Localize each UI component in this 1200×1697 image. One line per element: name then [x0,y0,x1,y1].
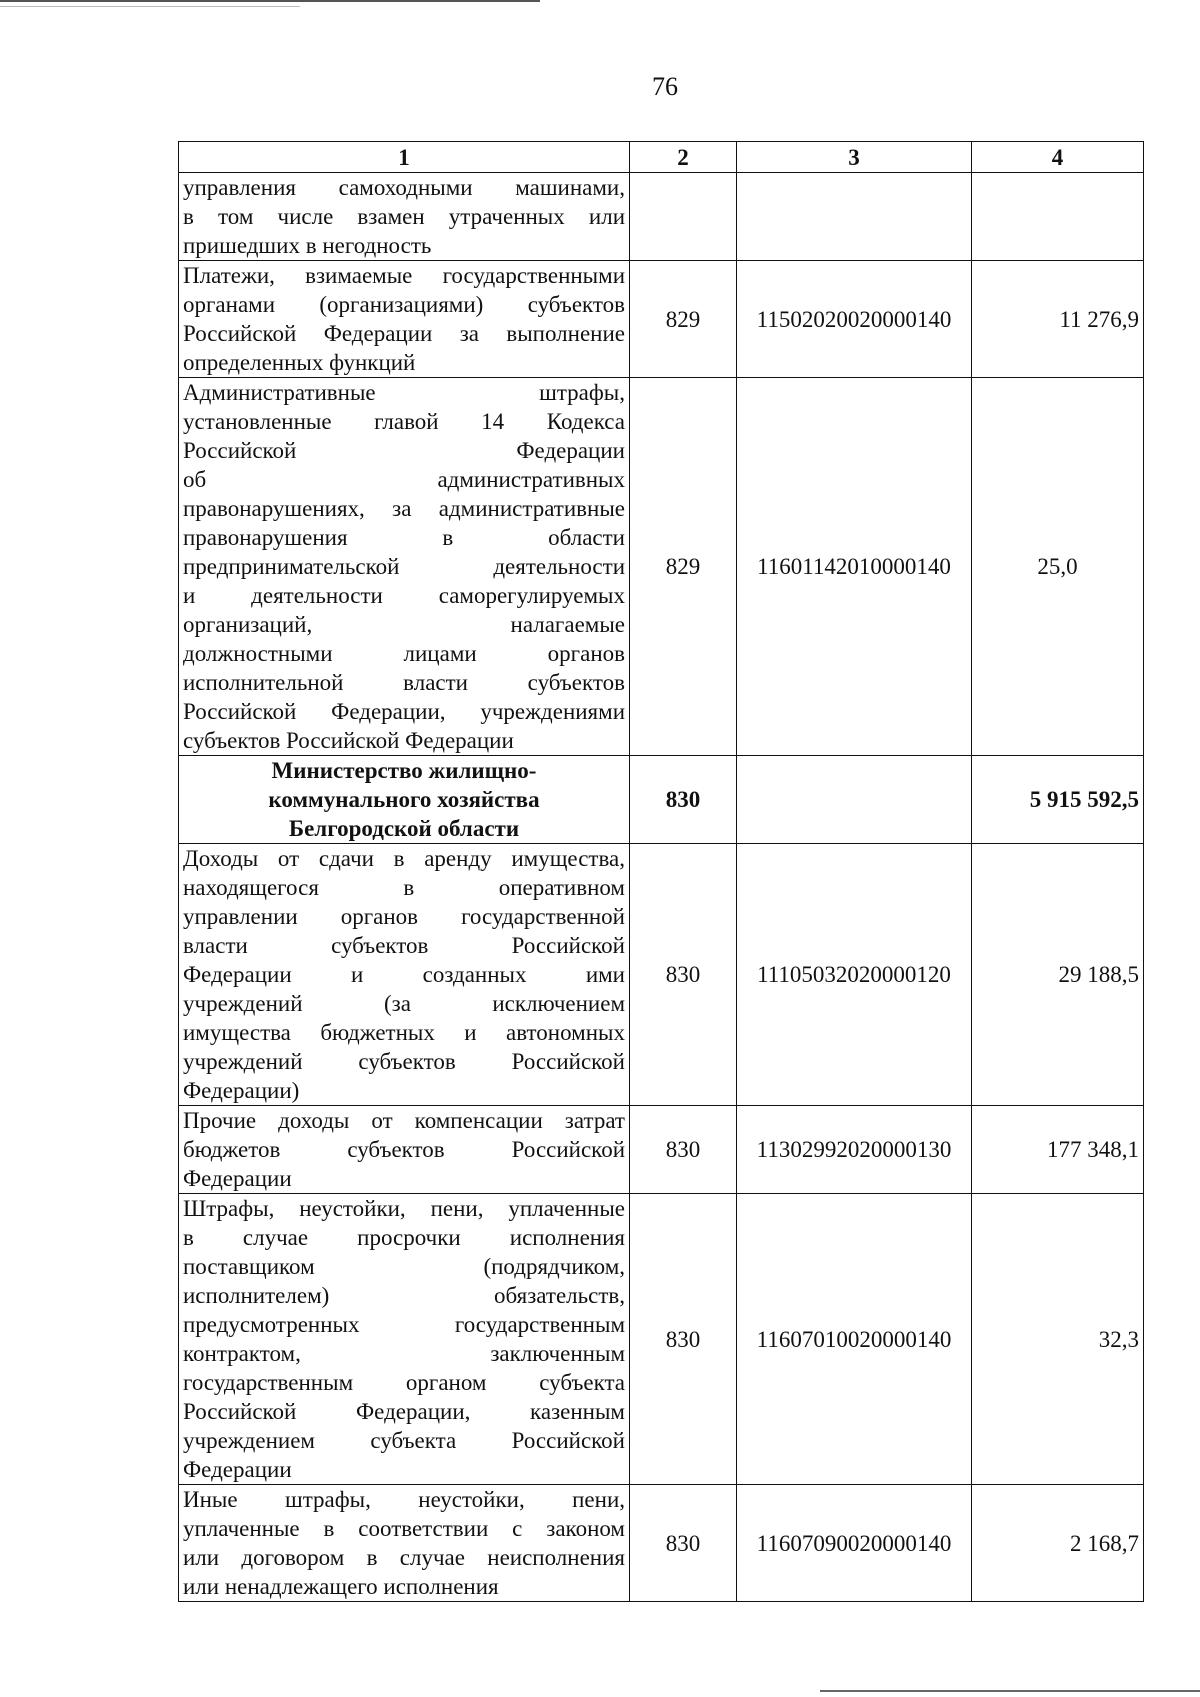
budget-code-cell: 11607010020000140 [737,1194,972,1485]
amount-cell: 29 188,5 [972,844,1144,1106]
description-line: в случае просрочки исполнения [183,1225,625,1250]
column-header: 4 [972,142,1144,173]
admin-code-cell: 830 [630,1106,737,1194]
description-line: бюджетов субъектов Российской [183,1137,625,1162]
description-line: власти субъектов Российской [183,933,625,958]
page-number: 76 [652,72,678,101]
description-line: Российской Федерации за выполнение [183,321,625,346]
column-header: 2 [630,142,737,173]
description-line: должностными лицами органов [183,641,625,666]
budget-code-cell: 11302992020000130 [737,1106,972,1194]
description-line: контрактом, заключенным [183,1341,625,1366]
budget-code-cell [737,173,972,261]
description-line: об административных [183,467,625,492]
description-line: Иные штрафы, неустойки, пени, [183,1487,625,1512]
amount-cell: 32,3 [972,1194,1144,1485]
revenue-table [178,141,1144,1602]
table-row [179,261,1144,378]
description-line: Федерации [183,1457,292,1482]
description-line: и деятельности саморегулируемых [183,583,625,608]
description-line: Федерации) [183,1078,300,1103]
admin-code-cell: 830 [630,1194,737,1485]
admin-code-cell: 830 [630,756,737,844]
description-line: имущества бюджетных и автономных [183,1020,625,1045]
description-line: предпринимательской деятельности [183,554,625,579]
budget-code-cell: 11105032020000120 [737,844,972,1106]
description-line: исполнителем) обязательств, [183,1283,625,1308]
description-line: учреждений (за исключением [183,991,625,1016]
budget-code-cell: 11502020020000140 [737,261,972,378]
description-line: находящегося в оперативном [183,875,625,900]
budget-code-cell: 11601142010000140 [737,378,972,756]
description-line: исполнительной власти субъектов [183,670,625,695]
description-cell [179,756,630,844]
admin-code-cell: 830 [630,844,737,1106]
description-line: коммунального хозяйства [268,787,540,812]
description-line: Российской Федерации, казенным [183,1399,625,1424]
description-line: Российской Федерации [183,438,625,463]
table-row [179,1485,1144,1602]
description-line: Прочие доходы от компенсации затрат [183,1108,625,1133]
description-line: Доходы от сдачи в аренду имущества, [183,846,625,871]
table-header-row [179,142,1144,173]
admin-code-cell: 829 [630,261,737,378]
budget-code-cell [737,756,972,844]
description-cell [179,378,630,756]
description-line: Федерации [183,1166,292,1191]
column-header: 3 [737,142,972,173]
table-row [179,1194,1144,1485]
scan-edge-line [820,1690,1200,1692]
table-row [179,1106,1144,1194]
description-cell [179,1194,630,1485]
admin-code-cell: 830 [630,1485,737,1602]
amount-cell: 25,0 [972,378,1144,756]
description-line: уплаченные в соответствии с законом [183,1516,625,1541]
description-line: предусмотренных государственным [183,1312,625,1337]
description-line: или договором в случае неисполнения [183,1545,625,1570]
description-line: государственным органом субъекта [183,1370,625,1395]
description-line: органами (организациями) субъектов [183,292,625,317]
description-cell [179,261,630,378]
description-cell [179,844,630,1106]
amount-cell: 5 915 592,5 [972,756,1144,844]
admin-code-cell [630,173,737,261]
description-line: субъектов Российской Федерации [183,728,514,753]
amount-cell: 11 276,9 [972,261,1144,378]
description-line: Российской Федерации, учреждениями [183,699,625,724]
budget-code-cell: 11607090020000140 [737,1485,972,1602]
amount-cell [972,173,1144,261]
table-row [179,173,1144,261]
description-line: Белгородской области [288,816,520,841]
description-cell [179,1106,630,1194]
table-row [179,756,1144,844]
description-line: пришедших в негодность [183,233,432,258]
table-row [179,378,1144,756]
description-line: в том числе взамен утраченных или [183,204,625,229]
description-line: управления самоходными машинами, [183,175,625,200]
scan-edge-line [0,6,300,7]
description-line: Федерации и созданных ими [183,962,625,987]
description-line: Министерство жилищно- [271,758,537,783]
description-line: Штрафы, неустойки, пени, уплаченные [183,1196,625,1221]
description-cell [179,1485,630,1602]
description-line: правонарушениях, за административные [183,496,625,521]
description-line: организаций, налагаемые [183,612,625,637]
scan-edge-line [0,0,540,2]
table-row [179,844,1144,1106]
description-line: или ненадлежащего исполнения [183,1574,499,1599]
description-line: учреждений субъектов Российской [183,1049,625,1074]
amount-cell: 2 168,7 [972,1485,1144,1602]
description-line: Платежи, взимаемые государственными [183,263,625,288]
amount-cell: 177 348,1 [972,1106,1144,1194]
description-line: правонарушения в области [183,525,625,550]
description-line: поставщиком (подрядчиком, [183,1254,625,1279]
description-line: учреждением субъекта Российской [183,1428,625,1453]
description-line: управлении органов государственной [183,904,625,929]
admin-code-cell: 829 [630,378,737,756]
description-cell [179,173,630,261]
column-header: 1 [179,142,630,173]
description-line: установленные главой 14 Кодекса [183,409,625,434]
description-line: Административные штрафы, [183,380,625,405]
description-line: определенных функций [183,350,416,375]
